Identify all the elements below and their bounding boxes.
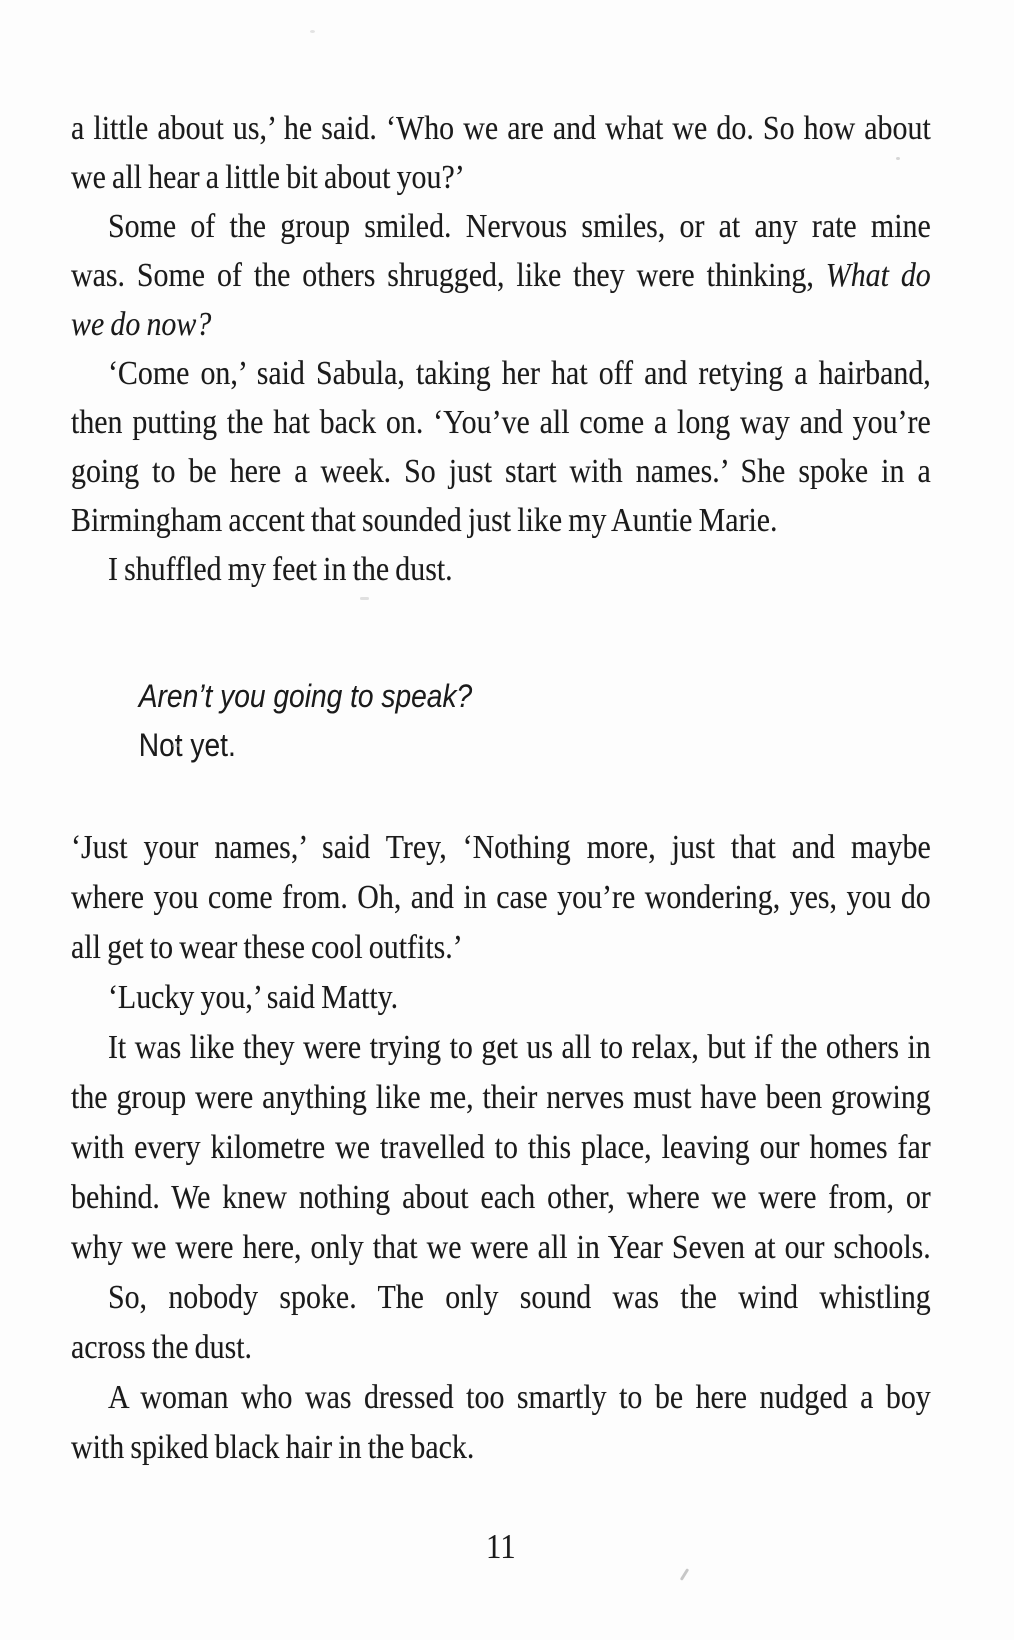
text-line: Birmingham accent that sounded just like my Auntie Marie.: [71, 502, 778, 539]
text-line: then putting the hat back on. ‘You’ve all come a long way and you’re: [71, 404, 931, 441]
scan-artifact: [310, 30, 315, 33]
upper-text-section: [71, 104, 931, 594]
telepathy-question-line: Aren’t you going to speak?: [138, 678, 473, 714]
text-line: ‘Come on,’ said Sabula, taking her hat off and retying a hairband,: [107, 355, 931, 392]
text-line: behind. We knew nothing about each other, where we were from, or: [71, 1179, 931, 1216]
italic-text-line: we do now?: [71, 306, 212, 343]
text-line: [71, 251, 931, 300]
text-line: with spiked black hair in the back.: [71, 1429, 475, 1466]
text-line: all get to wear these cool outfits.’: [71, 929, 463, 966]
section-gap: [71, 594, 931, 672]
italic-text-segment: What do: [825, 257, 931, 294]
text-line: why we were here, only that we were all in Year Seven at our schools.: [71, 1229, 931, 1266]
text-line: It was like they were trying to get us all to relax, but if the others in: [107, 1029, 931, 1066]
text-line: we all hear a little bit about you?’: [71, 159, 465, 196]
text-line: A woman who was dressed too smartly to be here nudged a boy: [107, 1379, 931, 1416]
text-line: ‘Lucky you,’ said Matty.: [107, 979, 399, 1016]
text-line: I shuffled my feet in the dust.: [107, 551, 453, 588]
page-number: 11: [486, 1527, 516, 1566]
text-line: Some of the group smiled. Nervous smiles, or at any rate mine: [107, 208, 931, 245]
text-line: where you come from. Oh, and in case you’re wondering, yes, you do: [71, 879, 931, 916]
text-line: with every kilometre we travelled to this place, leaving our homes far: [71, 1129, 931, 1166]
lower-text-section: [71, 823, 931, 1473]
telepathy-answer-line: Not yet.: [138, 727, 236, 763]
text-line: ‘Just your names,’ said Trey, ‘Nothing more, just that and maybe: [71, 829, 931, 866]
page-text-block: [71, 104, 931, 1571]
text-line: across the dust.: [71, 1329, 253, 1366]
text-line: the group were anything like me, their nerves must have been growing: [71, 1079, 931, 1116]
text-line: So, nobody spoke. The only sound was the wind whistling: [107, 1279, 931, 1316]
text-line: going to be here a week. So just start with names.’ She spoke in a: [71, 453, 931, 490]
text-segment: was. Some of the others shrugged, like they were thinking,: [71, 257, 826, 294]
section-gap: [71, 770, 931, 823]
text-line: a little about us,’ he said. ‘Who we are and what we do. So how about: [71, 110, 931, 147]
